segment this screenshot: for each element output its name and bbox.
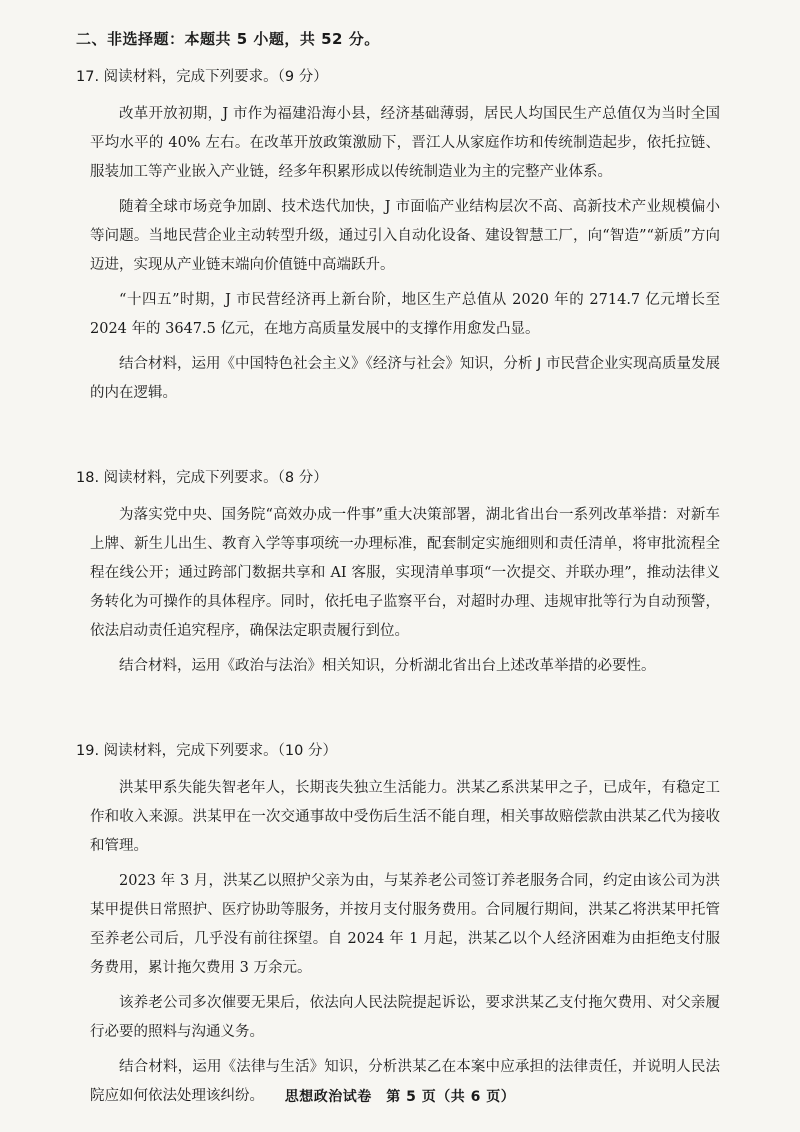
material-paragraph: 洪某甲系失能失智老年人，长期丧失独立生活能力。洪某乙系洪某甲之子，已成年，有稳定工作和收入来源。洪某甲在一次交通事故中受伤后生活不能自理，相关事故赔偿款由洪某乙代为接收和管理。 (90, 780, 720, 854)
question-prompt: 结合材料，运用《法律与生活》知识，分析洪某乙在本案中应承担的法律责任，并说明人民法院应如何依法处理该纠纷。 (90, 1059, 720, 1104)
material-paragraph: 随着全球市场竞争加剧、技术迭代加快，J 市面临产业结构层次不高、高新技术产业规模偏小等问题。当地民营企业主动转型升级，通过引入自动化设备、建设智慧工厂，向“智造”“新质”方向迈进，实现从产业链末端向价值链中高端跃升。 (90, 199, 720, 273)
material-paragraph: 为落实党中央、国务院“高效办成一件事”重大决策部署，湖北省出台一系列改革举措：对新车上牌、新生儿出生、教育入学等事项统一办理标准，配套制定实施细则和责任清单，将审批流程全程在线公开；通过跨部门数据共享和 AI 客服，实现清单事项“一次提交、并联办理”，推动法律义务转化为可操作的具体程序。同时，依托电子监察平台，对超时办理、违规审批等行为自动预警，依法启动责任追究程序，确保法定职责履行到位。 (90, 507, 720, 639)
material-paragraph: “十四五”时期，J 市民营经济再上新台阶，地区生产总值从 2020 年的 2714.7 亿元增长至 2024 年的 3647.5 亿元，在地方高质量发展中的支撑作用愈发凸显。 (90, 292, 720, 337)
section-heading: 二、非选择题：本题共 5 小题，共 52 分。 (76, 30, 380, 48)
question-title: 18. 阅读材料，完成下列要求。（8 分） (76, 470, 328, 486)
question-17 (76, 65, 720, 408)
material-paragraph: 2023 年 3 月，洪某乙以照护父亲为由，与某养老公司签订养老服务合同，约定由该公司为洪某甲提供日常照护、医疗协助等服务，并按月支付服务费用。合同履行期间，洪某乙将洪某甲托管至养老公司后，几乎没有前往探望。自 2024 年 1 月起，洪某乙以个人经济困难为由拒绝支付服务费用，累计拖欠费用 3 万余元。 (90, 873, 720, 976)
question-title: 19. 阅读材料，完成下列要求。（10 分） (76, 743, 337, 759)
material-paragraph: 该养老公司多次催要无果后，依法向人民法院提起诉讼，要求洪某乙支付拖欠费用、对父亲履行必要的照料与沟通义务。 (90, 995, 720, 1040)
question-18 (76, 466, 720, 681)
page-footer: 思想政治试卷 第 5 页（共 6 页） (284, 1089, 516, 1105)
question-title: 17. 阅读材料，完成下列要求。（9 分） (76, 69, 328, 85)
material-paragraph: 改革开放初期，J 市作为福建沿海小县，经济基础薄弱，居民人均国民生产总值仅为当时全国平均水平的 40% 左右。在改革开放政策激励下，晋江人从家庭作坊和传统制造起步，依托拉链、服装加工等产业嵌入产业链，经多年积累形成以传统制造业为主的完整产业体系。 (90, 106, 720, 180)
question-prompt: 结合材料，运用《政治与法治》相关知识，分析湖北省出台上述改革举措的必要性。 (119, 658, 656, 674)
question-prompt: 结合材料，运用《中国特色社会主义》《经济与社会》知识，分析 J 市民营企业实现高质量发展的内在逻辑。 (90, 356, 720, 401)
question-19 (76, 739, 720, 1111)
